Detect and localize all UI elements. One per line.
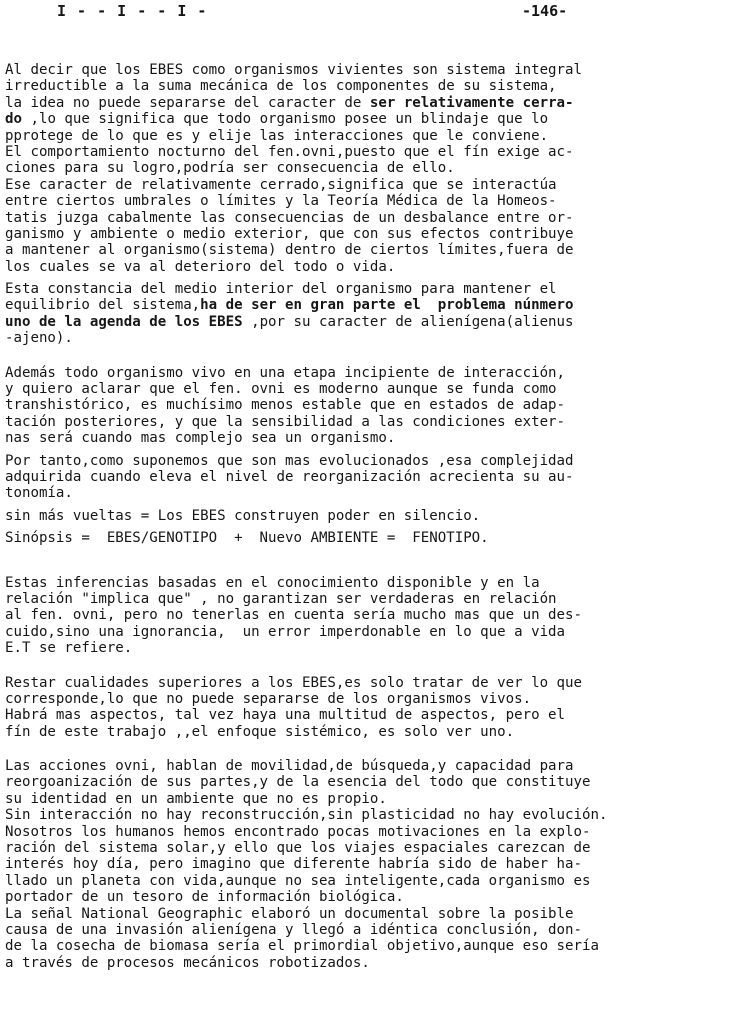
text-run: equilibrio del sistema, bbox=[5, 297, 201, 314]
text-run: sin más vueltas = Los EBES construyen poder en silencio. bbox=[5, 507, 481, 524]
text-run: ciones para su logro,podría ser consecuencia de ello. bbox=[5, 160, 455, 177]
text-run: E.T se refiere. bbox=[5, 640, 133, 657]
text-line bbox=[5, 840, 737, 856]
text-run: corresponde,lo que no puede separarse de los organismos vivos. bbox=[5, 690, 532, 707]
text-run: tonomía. bbox=[5, 485, 73, 502]
text-line bbox=[5, 453, 737, 469]
text-line bbox=[5, 889, 737, 905]
text-line bbox=[5, 607, 737, 623]
paragraph-gap bbox=[5, 547, 737, 575]
bold-text: uno de la agenda de los EBES bbox=[5, 313, 243, 330]
text-run: portador de un tesoro de información biológica. bbox=[5, 889, 404, 906]
paragraph bbox=[5, 281, 737, 347]
text-line bbox=[5, 691, 737, 707]
text-line bbox=[5, 758, 737, 774]
text-run: entre ciertos umbrales o límites y la Teoría Médica de la Homeos- bbox=[5, 193, 557, 210]
text-line bbox=[5, 259, 737, 275]
text-run: su identidad en un ambiente que no es propio. bbox=[5, 790, 387, 807]
text-line bbox=[5, 414, 737, 430]
text-run: irreductible a la suma mecánica de los componentes de su sistema, bbox=[5, 78, 557, 95]
text-run: adquirida cuando eleva el nivel de reorganización acrecienta su au- bbox=[5, 468, 574, 485]
text-line bbox=[5, 791, 737, 807]
text-run: y quiero aclarar que el fen. ovni es moderno aunque se funda como bbox=[5, 381, 557, 398]
text-run: a mantener al organismo(sistema) dentro de ciertos límites,fuera de bbox=[5, 242, 574, 259]
paragraph bbox=[5, 508, 737, 524]
text-line bbox=[5, 824, 737, 840]
paragraph bbox=[5, 575, 737, 657]
paragraph bbox=[5, 675, 737, 741]
text-line bbox=[5, 873, 737, 889]
text-line bbox=[5, 938, 737, 954]
text-run: Al decir que los EBES como organismos vivientes son sistema integral bbox=[5, 62, 582, 78]
text-line bbox=[5, 62, 737, 78]
text-run: llado un planeta con vida,aunque no sea inteligente,cada organismo es bbox=[5, 872, 591, 889]
text-run: tatis juzga cabalmente las consecuencias de un desbalance entre or- bbox=[5, 209, 574, 226]
text-line bbox=[5, 160, 737, 176]
text-line bbox=[5, 242, 737, 258]
page-header bbox=[5, 3, 737, 23]
text-run: cuido,sino una ignorancia, un error imperdonable en lo que a vida bbox=[5, 623, 566, 640]
text-run: Por tanto,como suponemos que son mas evolucionados ,esa complejidad bbox=[5, 452, 574, 469]
text-run: Restar cualidades superiores a los EBES,es solo tratar de ver lo que bbox=[5, 674, 582, 691]
text-line bbox=[5, 856, 737, 872]
page-number: -146- bbox=[522, 2, 568, 20]
text-run: Sinópsis = EBES/GENOTIPO + Nuevo AMBIENTE = FENOTIPO. bbox=[5, 530, 489, 547]
text-line bbox=[5, 95, 737, 111]
text-run: fín de este trabajo ,,el enfoque sistémico, es solo ver uno. bbox=[5, 723, 515, 740]
text-line bbox=[5, 724, 737, 740]
paragraph bbox=[5, 530, 737, 546]
header-marker: I - - I - - I - bbox=[57, 2, 208, 20]
text-line bbox=[5, 314, 737, 330]
text-line bbox=[5, 530, 737, 546]
text-line bbox=[5, 177, 737, 193]
text-run: El comportamiento nocturno del fen.ovni,puesto que el fín exige ac- bbox=[5, 143, 574, 160]
paragraph bbox=[5, 758, 737, 971]
text-run: Nosotros los humanos hemos encontrado pocas motivaciones en la explo- bbox=[5, 823, 591, 840]
bold-text: ha de ser en gran parte el problema núnmero bbox=[200, 297, 574, 314]
text-run: relación "implica que" , no garantizan ser verdaderas en relación bbox=[5, 590, 557, 607]
text-line bbox=[5, 906, 737, 922]
text-line bbox=[5, 430, 737, 446]
text-line bbox=[5, 591, 737, 607]
text-line bbox=[5, 508, 737, 524]
paragraph bbox=[5, 453, 737, 502]
text-run: causa de una invasión alienígena y llegó a idéntica conclusión, don- bbox=[5, 921, 582, 938]
text-line bbox=[5, 128, 737, 144]
text-line bbox=[5, 955, 737, 971]
text-line bbox=[5, 210, 737, 226]
text-line bbox=[5, 675, 737, 691]
text-line bbox=[5, 774, 737, 790]
text-run: interés hoy día, pero imagino que diferente habría sido de haber ha- bbox=[5, 856, 582, 873]
text-line bbox=[5, 193, 737, 209]
text-run: Ese caracter de relativamente cerrado,significa que se interactúa bbox=[5, 176, 557, 193]
paragraph bbox=[5, 365, 737, 447]
text-run: Sin interacción no hay reconstrucción,sin plasticidad no hay evolución. bbox=[5, 807, 608, 824]
text-run: -ajeno). bbox=[5, 330, 73, 347]
text-run: Las acciones ovni, hablan de movilidad,de búsqueda,y capacidad para bbox=[5, 758, 574, 775]
text-run: los cuales se va al deterioro del todo o vida. bbox=[5, 258, 396, 275]
text-line bbox=[5, 144, 737, 160]
text-line bbox=[5, 297, 737, 313]
text-line bbox=[5, 226, 737, 242]
paragraph-gap bbox=[5, 347, 737, 365]
text-line bbox=[5, 365, 737, 381]
text-line bbox=[5, 397, 737, 413]
text-line bbox=[5, 281, 737, 297]
text-run: Habrá mas aspectos, tal vez haya una multitud de aspectos, pero el bbox=[5, 707, 566, 724]
text-run: Además todo organismo vivo en una etapa incipiente de interacción, bbox=[5, 364, 566, 381]
paragraph-gap bbox=[5, 740, 737, 758]
text-run: reorgoanización de sus partes,y de la esencia del todo que constituye bbox=[5, 774, 591, 791]
text-line bbox=[5, 330, 737, 346]
text-line bbox=[5, 807, 737, 823]
text-run: tación posteriores, y que la sensibilidad a las condiciones exter- bbox=[5, 413, 566, 430]
text-run: Estas inferencias basadas en el conocimiento disponible y en la bbox=[5, 574, 540, 591]
text-run: La señal National Geographic elaboró un documental sobre la posible bbox=[5, 905, 574, 922]
text-line bbox=[5, 922, 737, 938]
text-run: al fen. ovni, pero no tenerlas en cuenta sería mucho mas que un des- bbox=[5, 607, 582, 624]
text-line bbox=[5, 485, 737, 501]
bold-text: ser relativamente cerra- bbox=[369, 94, 574, 111]
text-run: la idea no puede separarse del caracter de bbox=[5, 94, 370, 111]
text-line bbox=[5, 624, 737, 640]
text-line bbox=[5, 469, 737, 485]
text-run: ,lo que significa que todo organismo posee un blindaje que lo bbox=[21, 111, 549, 128]
text-run: ración del sistema solar,y ello que los viajes espaciales carezcan de bbox=[5, 840, 591, 857]
text-run: a través de procesos mecánicos robotizados. bbox=[5, 954, 370, 971]
text-run: ganismo y ambiente o medio exterior, que con sus efectos contribuye bbox=[5, 225, 574, 242]
text-run: pprotege de lo que es y elije las interacciones que le conviene. bbox=[5, 127, 549, 144]
bold-text: do bbox=[5, 111, 22, 128]
text-line bbox=[5, 78, 737, 94]
text-line bbox=[5, 381, 737, 397]
text-run: de la cosecha de biomasa sería el primordial objetivo,aunque eso sería bbox=[5, 938, 599, 955]
text-line bbox=[5, 575, 737, 591]
paragraph-gap bbox=[5, 657, 737, 675]
document-body bbox=[5, 62, 737, 971]
text-run: transhistórico, es muchísimo menos estable que en estados de adap- bbox=[5, 397, 566, 414]
text-run: ,por su caracter de alienígena(alienus bbox=[242, 313, 574, 330]
text-run: Esta constancia del medio interior del organismo para mantener el bbox=[5, 281, 557, 298]
paragraph bbox=[5, 62, 737, 275]
text-run: nas será cuando mas complejo sea un organismo. bbox=[5, 430, 396, 447]
text-line bbox=[5, 707, 737, 723]
text-line bbox=[5, 111, 737, 127]
text-line bbox=[5, 640, 737, 656]
